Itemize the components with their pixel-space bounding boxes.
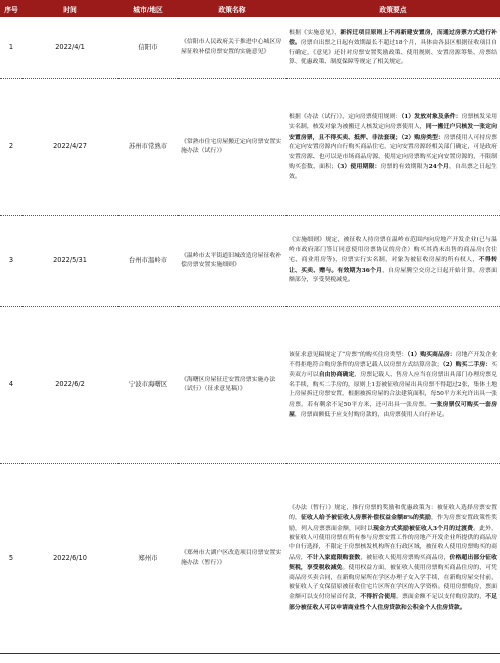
header-points: 政策要点 (286, 0, 500, 17)
row-policy-points (286, 216, 500, 307)
row-city: 苏州市常熟市 (118, 79, 178, 216)
table-row (0, 79, 500, 216)
policy-point-emphasis: （3）使用期限： (337, 163, 381, 171)
row-policy-points (286, 307, 500, 464)
policy-point-emphasis: 24个月 (428, 163, 449, 171)
policy-point-text: ，房票记载人、售房人应当在房票出具部门办理房票兑名手续，购买二手房的，原则上1套被征收房屋出具房票不得超过2张，集体土地上房屋拆迁房票安置，根据被拆房屋的合法建筑面积，每50平方米允许出具一张房票，若有剩余不足50平方米，还可出具一张房票。 (289, 372, 498, 408)
row-number: 5 (0, 464, 22, 654)
policy-point-emphasis: 一张房票仅可购买一套房屋 (289, 400, 498, 419)
row-city: 信阳市 (118, 17, 178, 79)
policy-point-text: 房票核发采用实名制，核发对象为被搬迁人核发定向房票使用人， (289, 114, 497, 131)
policy-point-emphasis: 现金方式奖励被征收人3个月的过渡费 (372, 524, 474, 532)
policy-point-text: 《办法（暂行）》规定，推行房票的奖励和优惠政策为：被征收人选择房票安置的， (289, 504, 497, 522)
row-date: 2022/6/2 (22, 307, 118, 464)
row-city: 宁波市海曙区 (118, 307, 178, 464)
policy-point-emphasis: 价格超出部分征收契税，享受税收减免 (289, 553, 498, 572)
policy-point-emphasis: （2）购房类型： (401, 133, 444, 141)
row-date: 2022/4/1 (22, 17, 118, 79)
row-policy-name: 《海曙区房屋征迁安置房票实施办法（试行）（征求意见稿）》 (178, 307, 286, 464)
policy-point-text: 《实施细则》规定，被征收人持房票在温岭市范围内向房地产开发企业(已与温岭市政府部门签订同意使用房票协议的房企）购买其尚未出售的商品房(含住宅、商业用房等)，房票实行实名制，对象为被征收房屋的所有权人， (289, 237, 497, 264)
policy-point-emphasis: （1）购买商品房： (407, 350, 456, 358)
row-policy-points (286, 17, 500, 79)
row-city: 台州市温岭市 (118, 216, 178, 307)
row-city: 郑州市 (118, 464, 178, 654)
policy-point-text: 。使用权益方面，被征收人使用房票购买商品住房的，可凭商品房买卖合同，在新购房屋所在学区办理子女入学手续，在新购房屋交付前，被征收人子女保留原被征收住宅片区所在学区的入学资格。使用房票购房，票面金额可以支付房屋首付款， (289, 565, 498, 601)
row-number: 2 (0, 79, 22, 216)
policy-point-emphasis: 不计入家庭限购套数 (306, 553, 361, 561)
row-policy-name: 《郑州市大湖户区改造项目房票安置实施办法（暂行）》 (178, 464, 286, 654)
header-city: 城市/地区 (118, 0, 178, 17)
policy-point-text: 房地产开发企业不得拒绝符合购房条件的房票记载人以房票方式结算房款； (289, 351, 498, 368)
policy-point-text: ，自房屋腾空交房之日起开始计算，房票面额部分，享受契税减免。 (289, 267, 497, 284)
policy-point-text: 根据《办法（试行）》，定向房票使用规则： (289, 114, 402, 121)
policy-point-emphasis: 不足部分被征收人可以申请商业性个人住房贷款和公积金个人住房贷款。 (289, 593, 498, 611)
table-row (0, 216, 500, 307)
row-policy-name: 《温岭市太平街道旧城改造房屋征收补偿房票安置实施细则》 (178, 216, 286, 307)
header-no: 序号 (0, 0, 22, 17)
header-policy: 政策名称 (178, 0, 286, 17)
policy-point-emphasis: 自由协商确定 (318, 371, 355, 379)
table-row (0, 307, 500, 464)
table-row (0, 17, 500, 79)
policy-point-emphasis: （1）发放对象及条件： (401, 113, 462, 121)
row-date: 2022/6/10 (22, 464, 118, 654)
policy-point-emphasis: 不得折合使用 (360, 593, 397, 601)
row-number: 1 (0, 17, 22, 79)
table-header-row (0, 0, 500, 17)
policy-point-emphasis: 征收人给予被征收人房票补偿权益金额8%的奖励 (301, 514, 432, 522)
row-date: 2022/5/31 (22, 216, 118, 307)
row-number: 3 (0, 216, 22, 307)
table-row (0, 464, 500, 654)
header-time: 时间 (22, 0, 118, 17)
row-policy-name: 《信阳市人民政府关于推进中心城区房屋征收补偿房票安置的实施意见》 (178, 17, 286, 79)
policy-point-emphasis: 同一搬迁户只核发一张定向安置房票，且不得买卖、抵押、非法套现； (289, 123, 498, 141)
policy-point-text: ，房票面额低于应支付购房款的，由房票使用人自行补足。 (294, 412, 449, 419)
policy-point-text: 。此外，被征收人可使用房票在所有参与房票安置工作的房地产开发企业所提供的商品房中自行选择，不限定于房票核发机构所在行政区域，被征收人使用房票购买的商品房， (289, 525, 498, 561)
policy-point-text: 房票自出票之日起有效期最长不超过18个月，具体由各县区根据征收项目自行确定，《意见》还针对房票安置奖励政策、使用规则、安置房源筹集、房票结算、优惠政策、制度保障等规定了相关规定。 (289, 40, 497, 65)
row-date: 2022/4/27 (22, 79, 118, 216)
policy-point-text: 买卖双方可以 (289, 361, 497, 379)
policy-point-emphasis: （2）购买二手房： (442, 360, 492, 368)
policy-point-text: 根据《实施意见》， (289, 29, 341, 36)
policy-point-emphasis: 新拆迁项目原则上不再新建安置房，而通过房票方式进行补偿。 (289, 28, 497, 47)
row-policy-points (286, 79, 500, 216)
row-policy-name: 《常熟市住宅房屋搬迁定向房票安置实施办法（试行）》 (178, 79, 286, 216)
policy-point-text: ，被征收人使用房票购买商品房， (360, 554, 450, 561)
policy-point-text: 房票使用人可持房票在定向安置房源内自行购买商品住宅，定向安置房源经相关部门确定，可是政府安置房源、也可以是市场商品房源，使用定向房票购买定向安置房源的，不限制购买套数、面积； (289, 134, 498, 171)
policy-point-text: ，自出票之日起生效。 (289, 164, 497, 180)
policy-point-text: ，作为房票安置政策性奖励，列入房票票面金额，同时以 (289, 515, 498, 532)
policy-point-text: 房票的有效期限为 (380, 164, 429, 171)
row-policy-points (286, 464, 500, 654)
row-number: 4 (0, 307, 22, 464)
policy-point-text: ，票面金额不足以支付购房款的， (396, 594, 486, 601)
policy-point-text: 该征求意见稿规定了“房票”的购买住房类型： (289, 351, 408, 358)
policy-point-emphasis: 不得转让、买卖、赠与。有效期为36个月 (289, 256, 497, 274)
